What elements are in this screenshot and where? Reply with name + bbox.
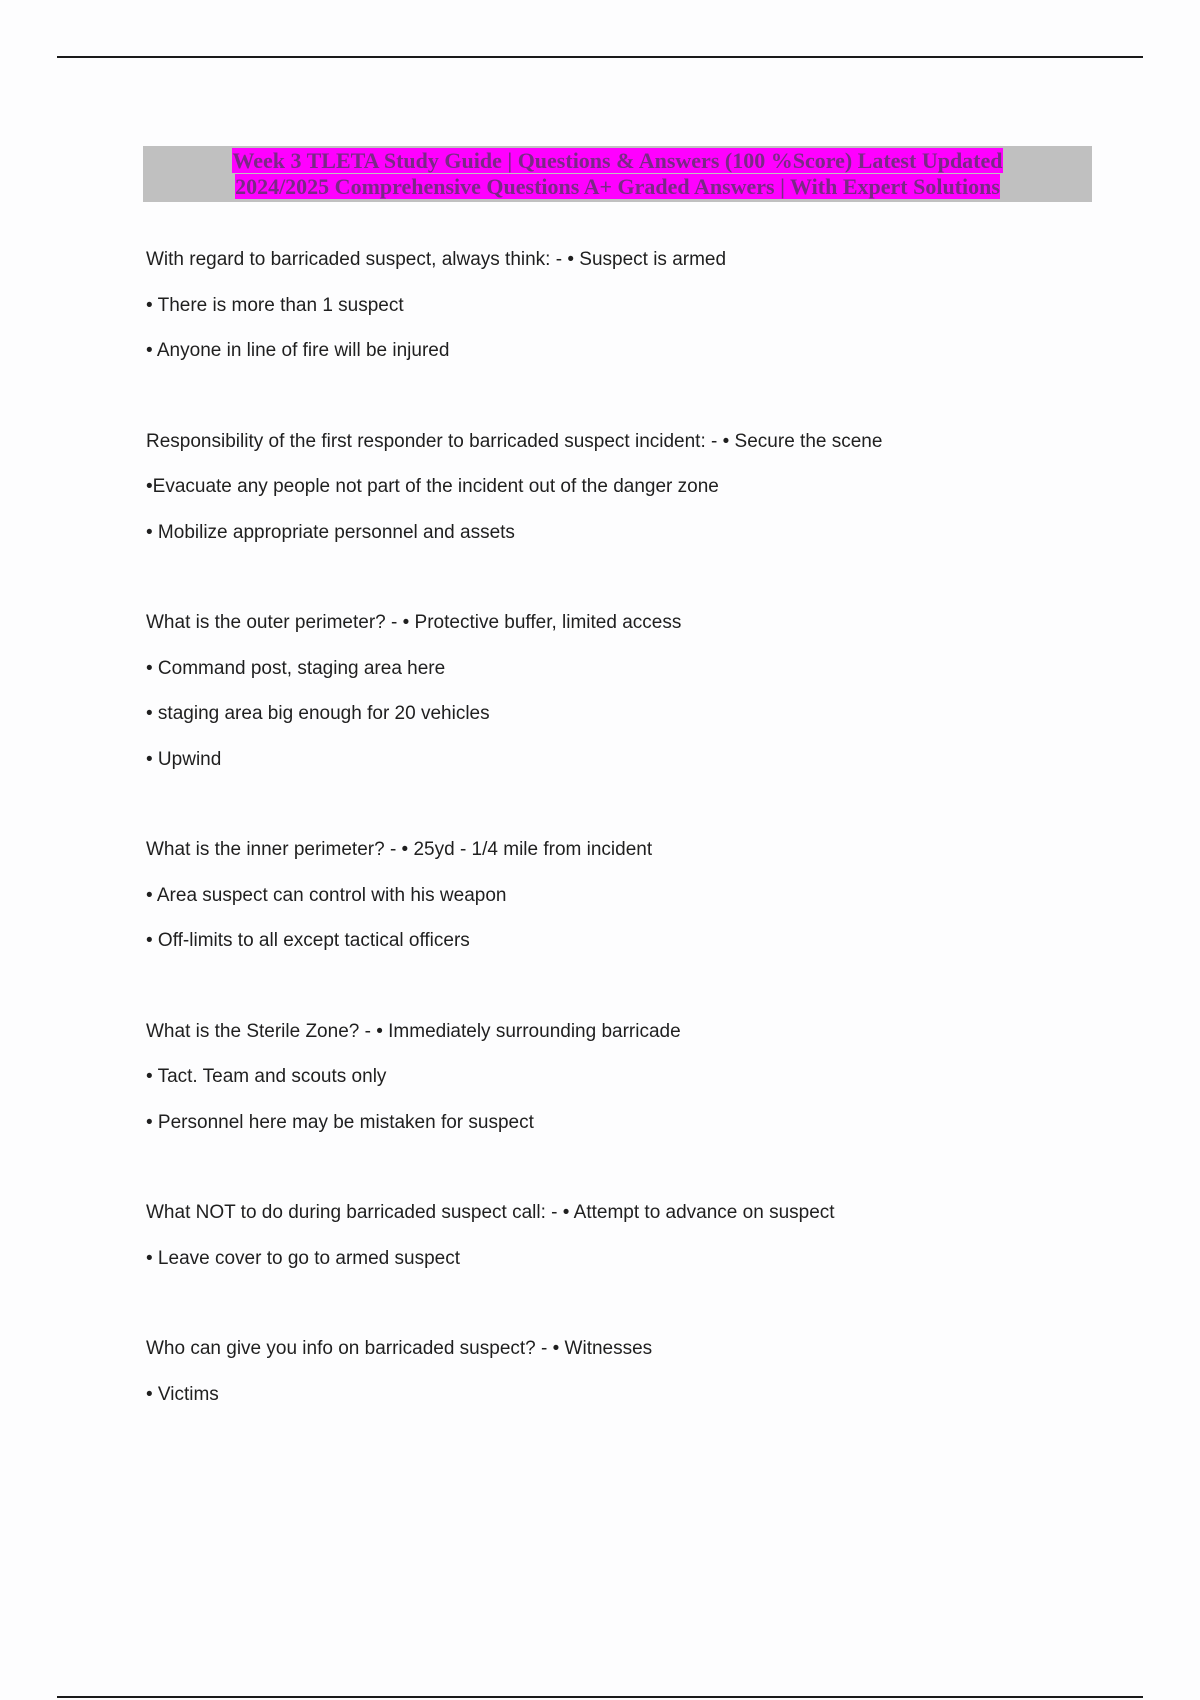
question-line: Responsibility of the first responder to barricaded suspect incident: - • Secure the scene: [146, 430, 883, 452]
answer-line: • Personnel here may be mistaken for suspect: [146, 1111, 534, 1133]
qa-block-3: [146, 609, 1106, 791]
qa-block-5: [146, 1018, 1106, 1155]
answer-line: • There is more than 1 suspect: [146, 294, 404, 316]
question-line: What is the Sterile Zone? - • Immediately surrounding barricade: [146, 1020, 681, 1042]
question-line: What is the outer perimeter? - • Protective buffer, limited access: [146, 612, 682, 633]
answer-line: • Tact. Team and scouts only: [146, 1066, 387, 1087]
qa-content: [146, 246, 1106, 1471]
answer-line: • Leave cover to go to armed suspect: [146, 1247, 460, 1269]
qa-block-1: [146, 246, 1106, 383]
qa-block-4: [146, 836, 1106, 973]
question-line: Who can give you info on barricaded suspect? - • Witnesses: [146, 1338, 653, 1359]
title-line-2: 2024/2025 Comprehensive Questions A+ Graded Answers | With Expert Solutions: [235, 174, 1000, 199]
title-line-1: Week 3 TLETA Study Guide | Questions & Answers (100 %Score) Latest Updated: [232, 148, 1003, 173]
answer-line: • Mobilize appropriate personnel and assets: [146, 521, 515, 543]
footer-rule: [57, 1696, 1143, 1698]
answer-line: • staging area big enough for 20 vehicles: [146, 703, 490, 724]
title-banner: [143, 146, 1092, 202]
qa-block-7: [146, 1335, 1106, 1426]
answer-line: • Off-limits to all except tactical officers: [146, 930, 470, 951]
answer-line: •Evacuate any people not part of the incident out of the danger zone: [146, 476, 719, 497]
answer-line: • Command post, staging area here: [146, 657, 446, 679]
answer-line: • Victims: [146, 1383, 219, 1405]
question-line: What is the inner perimeter? - • 25yd - 1/4 mile from incident: [146, 839, 653, 860]
answer-line: • Area suspect can control with his weapon: [146, 884, 507, 906]
answer-line: • Upwind: [146, 748, 222, 770]
qa-block-2: [146, 428, 1106, 565]
document-title: [183, 148, 1053, 200]
answer-line: • Anyone in line of fire will be injured: [146, 340, 450, 361]
qa-block-6: [146, 1199, 1106, 1290]
question-line: What NOT to do during barricaded suspect call: - • Attempt to advance on suspect: [146, 1202, 835, 1223]
header-rule: [57, 56, 1143, 58]
question-line: With regard to barricaded suspect, always think: - • Suspect is armed: [146, 249, 727, 270]
